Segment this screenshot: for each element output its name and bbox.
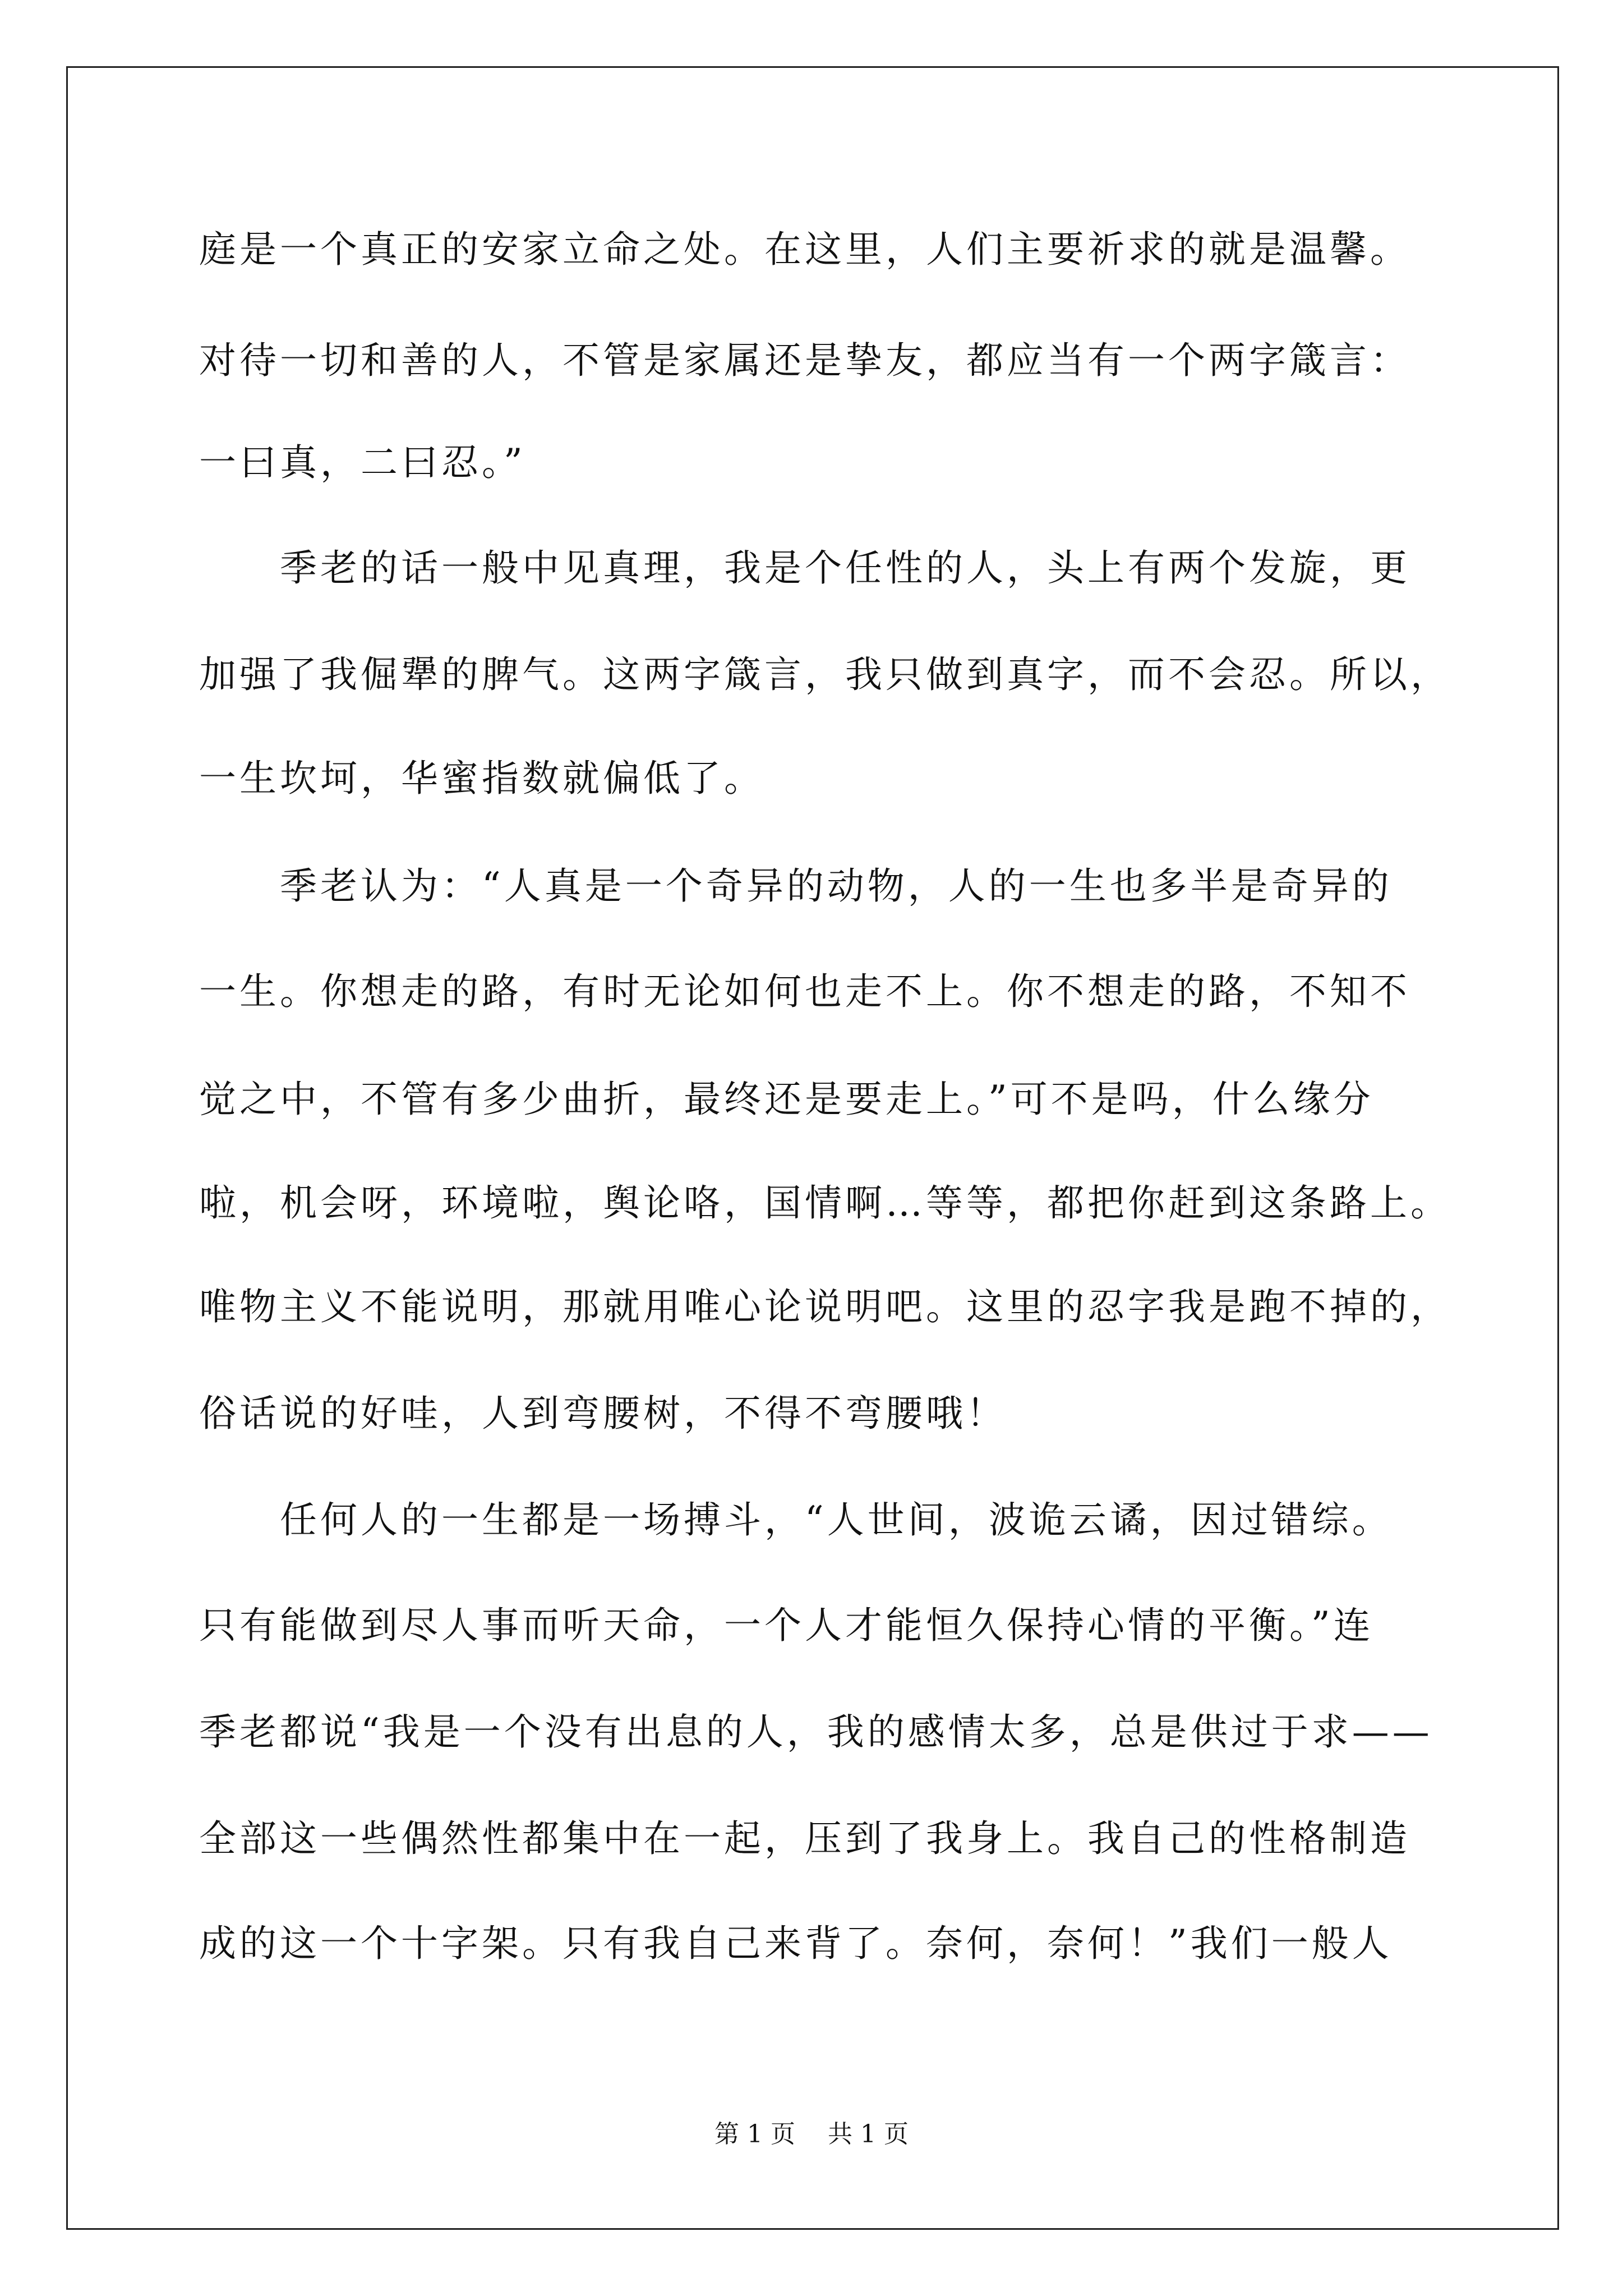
- text-line: 觉之中，不管有多少曲折，最终还是要走上。”可不是吗，什么缘分: [199, 1078, 1374, 1121]
- text-line: 对待一切和善的人，不管是家属还是挚友，都应当有一个两字箴言：: [199, 339, 1410, 382]
- text-line: 一曰真，二曰忍。”: [199, 441, 526, 484]
- text-line: 全部这一些偶然性都集中在一起，压到了我身上。我自己的性格制造: [199, 1817, 1410, 1860]
- text-line: 季老认为：“人真是一个奇异的动物，人的一生也多半是奇异的: [199, 864, 1393, 908]
- text-line: 俗话说的好哇，人到弯腰树，不得不弯腰哦！: [199, 1392, 1007, 1435]
- text-line: 一生坎坷，华蜜指数就偏低了。: [199, 757, 764, 800]
- text-line: 任何人的一生都是一场搏斗，“人世间，波诡云谲，因过错综。: [199, 1498, 1393, 1542]
- text-line: 只有能做到尽人事而听天命，一个人才能恒久保持心情的平衡。”连: [199, 1604, 1374, 1647]
- text-line: 庭是一个真正的安家立命之处。在这里，人们主要祈求的就是温馨。: [199, 228, 1410, 271]
- text-line: 季老的话一般中见真理，我是个任性的人，头上有两个发旋，更: [199, 546, 1410, 590]
- text-line: 唯物主义不能说明，那就用唯心论说明吧。这里的忍字我是跑不掉的，: [199, 1285, 1451, 1328]
- text-line: 成的这一个十字架。只有我自己来背了。奈何，奈何！”我们一般人: [199, 1922, 1393, 1965]
- text-line: 季老都说“我是一个没有出息的人，我的感情太多，总是供过于求——: [199, 1710, 1433, 1754]
- page-number-footer: 第 1 页 共 1 页: [714, 2120, 909, 2148]
- text-line: 啦，机会呀，环境啦，舆论咯，国情啊…等等，都把你赶到这条路上。: [199, 1181, 1451, 1225]
- text-line: 加强了我倔犟的脾气。这两字箴言，我只做到真字，而不会忍。所以，: [199, 653, 1451, 696]
- text-line: 一生。你想走的路，有时无论如何也走不上。你不想走的路，不知不: [199, 970, 1410, 1013]
